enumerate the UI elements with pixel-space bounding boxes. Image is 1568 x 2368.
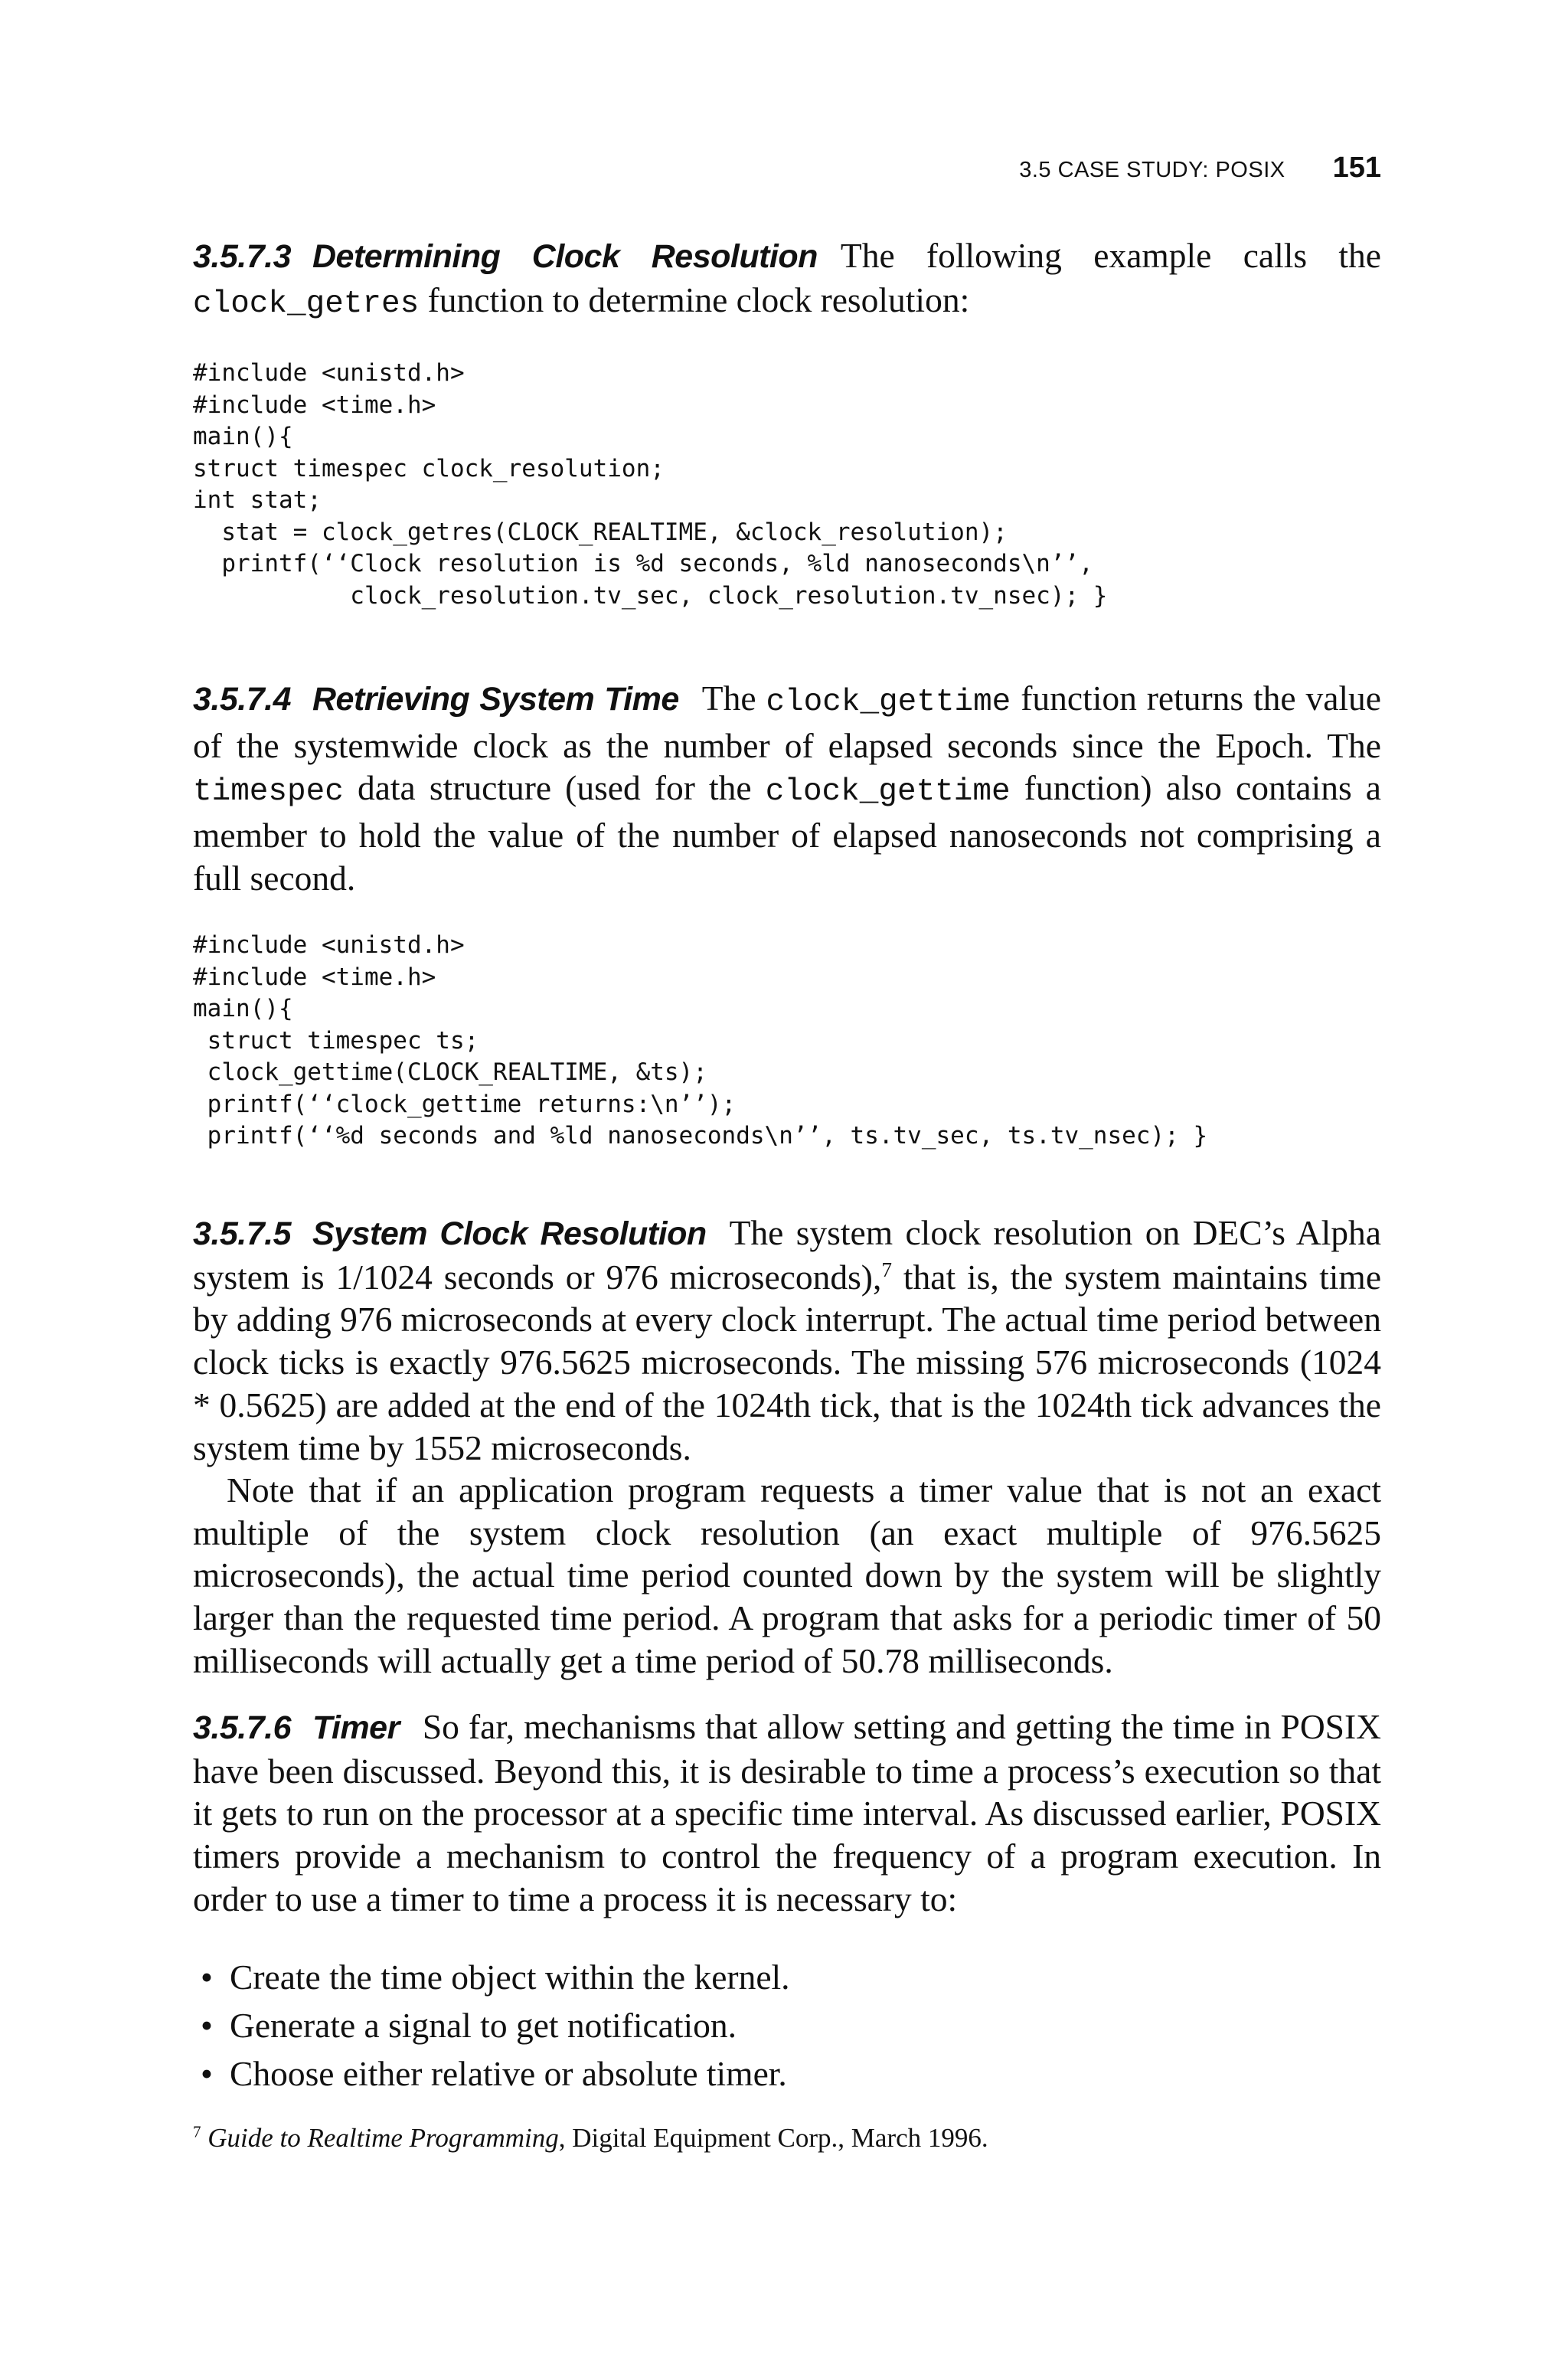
code-line: #include <time.h> <box>193 963 436 991</box>
section-heading: 3.5.7.4 Retrieving System Time <box>193 681 679 718</box>
code-line: struct timespec clock_resolution; <box>193 454 665 482</box>
list-item: • Create the time object within the kernel. <box>201 1958 790 1997</box>
footnote-source-title: Guide to Realtime Programming <box>207 2123 559 2153</box>
code-line: #include <unistd.h> <box>193 359 465 387</box>
inline-code: timespec <box>193 774 344 810</box>
code-line: struct timespec ts; <box>193 1026 479 1055</box>
code-line: main(){ <box>193 995 293 1022</box>
footnote-marker: 7 <box>193 2122 201 2141</box>
code-line: clock_gettime(CLOCK_REALTIME, &ts); <box>193 1058 707 1086</box>
code-line: #include <unistd.h> <box>193 931 465 959</box>
code-block-clock-getres <box>193 358 1107 612</box>
code-line: main(){ <box>193 423 293 450</box>
list-item: • Choose either relative or absolute timer. <box>201 2054 787 2093</box>
section-heading: 3.5.7.6 Timer <box>193 1709 400 1746</box>
code-line: printf(‘‘Clock resolution is %d seconds, %ld nanoseconds\n’’, <box>193 550 1093 577</box>
requirements-list <box>193 1953 1381 2098</box>
code-line: printf(‘‘clock_gettime returns:\n’’); <box>193 1090 737 1118</box>
section-3576-paragraph: 3.5.7.6 Timer So far, mechanisms that allow setting and getting the time in POSIX have been discussed. Beyond this, it is desirable to time a process’s execution so that it gets to run on the processor at a specific time interval. As discussed earlier, POSIX timers provide a mechanism to control the frequency of a program execution. In order to use a timer to time a process it is necessary to: <box>193 1707 1381 1918</box>
list-item: • Generate a signal to get notification. <box>201 2006 737 2045</box>
inline-code: clock_gettime <box>766 685 1011 720</box>
footnote-reference: 7 <box>881 1258 892 1281</box>
code-line: clock_resolution.tv_sec, clock_resolution.tv_nsec); } <box>193 581 1108 610</box>
section-3575-paragraph-2: Note that if an application program requests a timer value that is not an exact multiple of the system clock resolution (an exact multiple of 976.5625 microseconds), the actual time period counted down by the system will be slightly larger than the requested time period. A program that asks for a periodic timer of 50 milliseconds will actually get a time period of 50.78 milliseconds. <box>193 1470 1381 1680</box>
footnote: $^7$ Guide to Realtime Programming, Digital Equipment Corp., March 1996. <box>193 2122 988 2153</box>
code-line: stat = clock_getres(CLOCK_REALTIME, &clock_resolution); <box>193 518 1008 546</box>
inline-code: clock_getres <box>193 286 420 322</box>
code-line: #include <time.h> <box>193 391 436 419</box>
inline-code: clock_gettime <box>765 774 1011 810</box>
section-heading: 3.5.7.3 Determining Clock Resolution <box>193 238 818 275</box>
running-head-title: 3.5 CASE STUDY: POSIX <box>1019 158 1285 182</box>
section-heading: 3.5.7.5 System Clock Resolution <box>193 1215 707 1252</box>
section-3575-paragraph: 3.5.7.5 System Clock Resolution The system clock resolution on DEC’s Alpha system is 1/1024 seconds or 976 microseconds),$^7$ that is, the system maintains time by adding 976 microseconds at every clock interrupt. The actual time period between clock ticks is exactly 976.5625 microseconds. The missing 576 microseconds (1024 * 0.5625) are added at the end of the 1024th tick, that is the 1024th tick advances the system time by 1552 microseconds. <box>193 1213 1382 1467</box>
code-line: int stat; <box>193 486 322 514</box>
section-3573-paragraph: 3.5.7.3 Determining Clock Resolution The following example calls the clock_getres function to determine clock resolution: <box>193 236 1381 322</box>
running-head <box>1019 152 1381 185</box>
section-3574-paragraph: 3.5.7.4 Retrieving System Time The clock_gettime function returns the value of the systemwide clock as the number of elapsed seconds since the Epoch. The timespec data structure (used for the clock_gettime function) also contains a member to hold the value of the number of elapsed nanoseconds not comprising a full second. <box>193 679 1381 898</box>
code-block-clock-gettime <box>193 930 1207 1153</box>
code-line: printf(‘‘%d seconds and %ld nanoseconds\n’’, ts.tv_sec, ts.tv_nsec); } <box>193 1122 1208 1150</box>
page-number: 151 <box>1332 152 1381 184</box>
